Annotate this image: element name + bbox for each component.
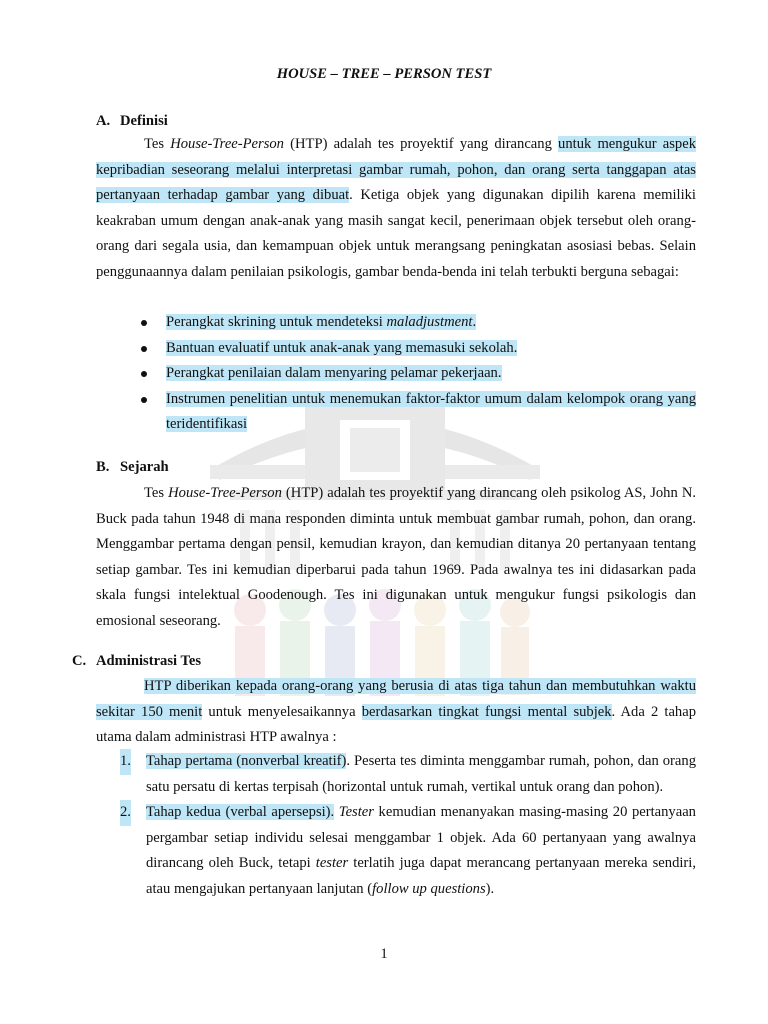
section-c-heading	[72, 653, 201, 670]
section-a-title: Definisi	[120, 113, 168, 129]
section-b-heading	[96, 459, 169, 476]
administrasi-paragraph: HTP diberikan kepada orang-orang yang berusia di atas tiga tahun dan membutuhkan waktu sekitar 150 menit untuk menyelesaikannya berdasarkan tingkat fungsi mental subjek. Ada 2 tahap utama dalam administrasi HTP awalnya :	[96, 678, 696, 745]
bullet-item: Perangkat skrining untuk mendeteksi maladjustment.	[120, 310, 696, 336]
section-b-title: Sejarah	[120, 459, 169, 475]
section-c-label: C.	[72, 653, 87, 669]
page-number: 1	[380, 946, 388, 962]
numbered-item: 1. Tahap pertama (nonverbal kreatif). Peserta tes diminta menggambar rumah, pohon, dan orang satu persatu di kertas terpisah (horizontal untuk rumah, vertikal untuk orang dan pohon).	[120, 749, 696, 800]
document-title: HOUSE – TREE – PERSON TEST	[276, 66, 492, 82]
bullet-list	[120, 310, 696, 438]
section-b-label: B.	[96, 459, 110, 475]
numbered-list	[120, 749, 696, 902]
section-a-label: A.	[96, 113, 111, 129]
sejarah-paragraph: Tes House-Tree-Person (HTP) adalah tes proyektif yang dirancang oleh psikolog AS, John N. Buck pada tahun 1948 di mana responden diminta untuk membuat gambar rumah, pohon, dan orang. Menggambar pertama dengan pensil, kemudian krayon, dan kemudian ditanya 20 pertanyaan tentang setiap gambar. Tes ini kemudian diperbarui pada tahun 1969. Pada awalnya tes ini didasarkan pada skala fungsi intelektual Goodenough. Tes ini digunakan untuk mengukur fungsi psikologis dan emosional seseorang.	[96, 485, 697, 629]
highlight-text: untuk mengukur aspek kepribadian seseorang melalui interpretasi gambar rumah, pohon, dan orang serta tanggapan atas pertanyaan terhadap gambar yang dibuat	[96, 136, 696, 203]
definisi-paragraph: Tes House-Tree-Person (HTP) adalah tes proyektif yang dirancang untuk mengukur aspek kepribadian seseorang melalui interpretasi gambar rumah, pohon, dan orang serta tanggapan atas pertanyaan terhadap gambar yang dibuat. Ketiga objek yang digunakan dipilih karena memiliki keakraban umum dengan anak-anak yang masih sangat kecil, penerimaan objek tersebut oleh orang-orang dari segala usia, dan kemampuan objek untuk merangsang peningkatan asosiasi bebas. Selain penggunaannya dalam penilaian psikologis, gambar benda-benda ini telah terbukti berguna sebagai:	[96, 136, 696, 280]
section-a-heading	[96, 113, 168, 130]
bullet-item: Instrumen penelitian untuk menemukan faktor-faktor umum dalam kelompok orang yang teridentifikasi	[120, 387, 696, 438]
bullet-item: Bantuan evaluatif untuk anak-anak yang memasuki sekolah.	[120, 336, 696, 362]
numbered-item: 2. Tahap kedua (verbal apersepsi). Tester kemudian menanyakan masing-masing 20 pertanyaan pergambar setiap individu selesai menggambar 1 objek. Ada 60 pertanyaan yang awalnya dirancang oleh Buck, tetapi tester terlatih juga dapat merancang pertanyaan mereka sendiri, atau mengajukan pertanyaan lanjutan (follow up questions).	[120, 800, 696, 902]
item-number: 1.	[120, 749, 131, 775]
section-c-title: Administrasi Tes	[96, 653, 202, 669]
item-number: 2.	[120, 800, 131, 826]
bullet-item: Perangkat penilaian dalam menyaring pelamar pekerjaan.	[120, 361, 696, 387]
